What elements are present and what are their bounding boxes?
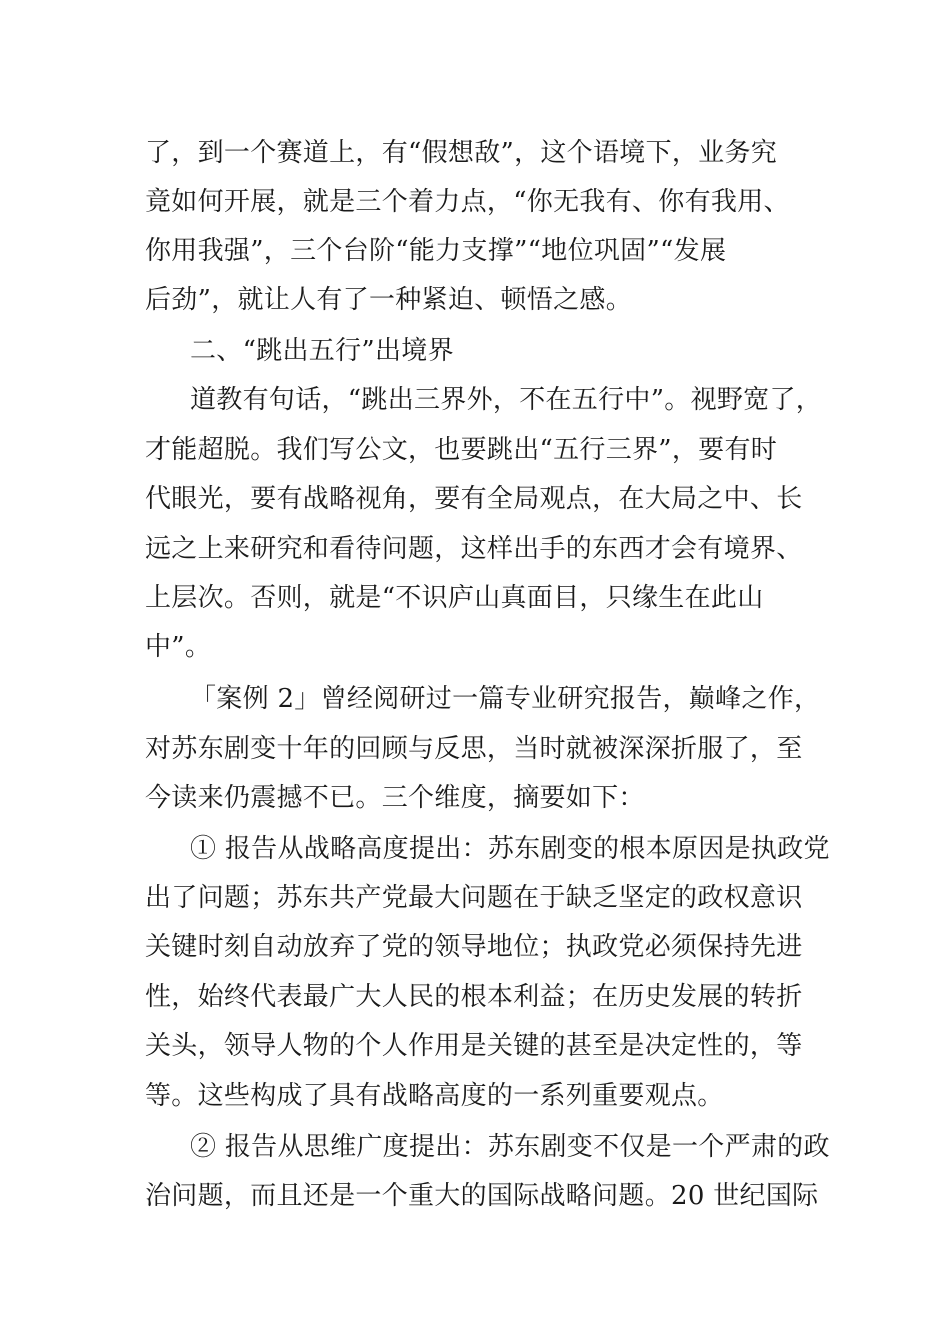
text-line: 等。这些构成了具有战略高度的一系列重要观点。 bbox=[145, 1081, 724, 1111]
text-line: ① 报告从战略高度提出：苏东剧变的根本原因是执政党 bbox=[190, 834, 830, 864]
text-line: 代眼光，要有战略视角，要有全局观点，在大局之中、长 bbox=[145, 484, 803, 514]
text-line: 对苏东剧变十年的回顾与反思，当时就被深深折服了，至 bbox=[145, 734, 803, 764]
text-line: 远之上来研究和看待问题，这样出手的东西才会有境界、 bbox=[145, 534, 803, 564]
text-line: 关键时刻自动放弃了党的领导地位；执政党必须保持先进 bbox=[145, 932, 803, 962]
text-line: ② 报告从思维广度提出：苏东剧变不仅是一个严肃的政 bbox=[190, 1132, 830, 1162]
text-line: 治问题，而且还是一个重大的国际战略问题。20 世纪国际 bbox=[145, 1181, 819, 1211]
text-line: 性，始终代表最广大人民的根本利益；在历史发展的转折 bbox=[145, 982, 803, 1012]
text-line: 「案例 2」曾经阅研过一篇专业研究报告，巅峰之作， bbox=[190, 684, 821, 714]
text-line: 才能超脱。我们写公文，也要跳出“五行三界”，要有时 bbox=[145, 435, 778, 465]
text-line: 你用我强”，三个台阶“能力支撑”“地位巩固”“发展 bbox=[145, 236, 727, 266]
text-line: 上层次。否则，就是“不识庐山真面目，只缘生在此山 bbox=[145, 583, 764, 613]
text-line: 今读来仍震撼不已。三个维度，摘要如下： bbox=[145, 783, 645, 813]
text-line: 后劲”，就让人有了一种紧迫、顿悟之感。 bbox=[145, 285, 632, 315]
text-line: 道教有句话，“跳出三界外，不在五行中”。视野宽了， bbox=[190, 385, 823, 415]
text-line: 出了问题；苏东共产党最大问题在于缺乏坚定的政权意识 bbox=[145, 883, 803, 913]
text-line: 竟如何开展，就是三个着力点，“你无我有、你有我用、 bbox=[145, 187, 790, 217]
text-line: 关头，领导人物的个人作用是关键的甚至是决定性的，等 bbox=[145, 1031, 803, 1061]
text-line: 了，到一个赛道上，有“假想敌”，这个语境下，业务究 bbox=[145, 138, 778, 168]
section-heading: 二、“跳出五行”出境界 bbox=[190, 336, 454, 366]
text-line: 中”。 bbox=[145, 632, 212, 662]
